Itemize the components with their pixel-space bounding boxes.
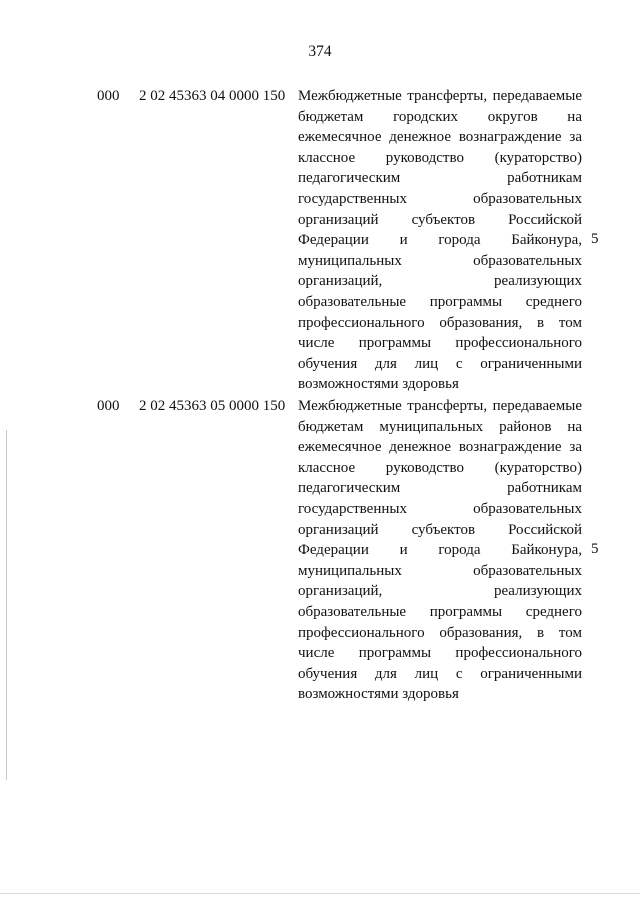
description-line: обучения для лиц с ограниченными — [298, 355, 582, 372]
description-line: ежемесячное денежное вознаграждение за — [298, 129, 582, 146]
description-line: образовательные программы среднего — [298, 603, 582, 620]
budget-classification-code: 2 02 45363 05 0000 150 — [139, 398, 286, 414]
description-line: ежемесячное денежное вознаграждение за — [298, 439, 582, 456]
description-line: возможностями здоровья — [298, 686, 459, 703]
scan-bottom-edge — [0, 893, 640, 894]
description-line: муниципальных образовательных — [298, 562, 582, 579]
description-line: государственных образовательных — [298, 190, 582, 207]
description-line: профессионального образования, в том — [298, 314, 582, 331]
description-line: профессионального образования, в том — [298, 624, 582, 641]
description-line: педагогическим работникам — [298, 170, 582, 187]
row-description — [298, 86, 582, 395]
row-description — [298, 396, 582, 705]
description-line: организаций, реализующих — [298, 273, 582, 290]
scan-margin-line — [6, 430, 7, 780]
page-number: 374 — [308, 43, 332, 60]
description-line: Федерации и города Байконура, — [298, 232, 582, 249]
description-line: обучения для лиц с ограниченными — [298, 665, 582, 682]
description-line: числе программы профессионального — [298, 335, 582, 352]
description-line: муниципальных образовательных — [298, 252, 582, 269]
description-line: организаций, реализующих — [298, 583, 582, 600]
description-line: числе программы профессионального — [298, 645, 582, 662]
description-line: организаций субъектов Российской — [298, 521, 582, 538]
description-line: Межбюджетные трансферты, передаваемые — [298, 88, 582, 104]
description-line: Межбюджетные трансферты, передаваемые — [298, 398, 582, 414]
amount-value: 5 — [591, 231, 599, 247]
description-line: бюджетам муниципальных районов на — [298, 418, 582, 435]
description-line: Федерации и города Байконура, — [298, 542, 582, 559]
amount-value: 5 — [591, 541, 599, 557]
description-line: педагогическим работникам — [298, 480, 582, 497]
description-line: возможностями здоровья — [298, 376, 459, 393]
description-line: образовательные программы среднего — [298, 293, 582, 310]
description-line: бюджетам городских округов на — [298, 108, 582, 125]
description-line: организаций субъектов Российской — [298, 211, 582, 228]
admin-code: 000 — [97, 398, 120, 414]
description-line: классное руководство (кураторство) — [298, 149, 582, 166]
description-line: государственных образовательных — [298, 500, 582, 517]
description-line: классное руководство (кураторство) — [298, 459, 582, 476]
budget-classification-code: 2 02 45363 04 0000 150 — [139, 88, 286, 104]
admin-code: 000 — [97, 88, 120, 104]
